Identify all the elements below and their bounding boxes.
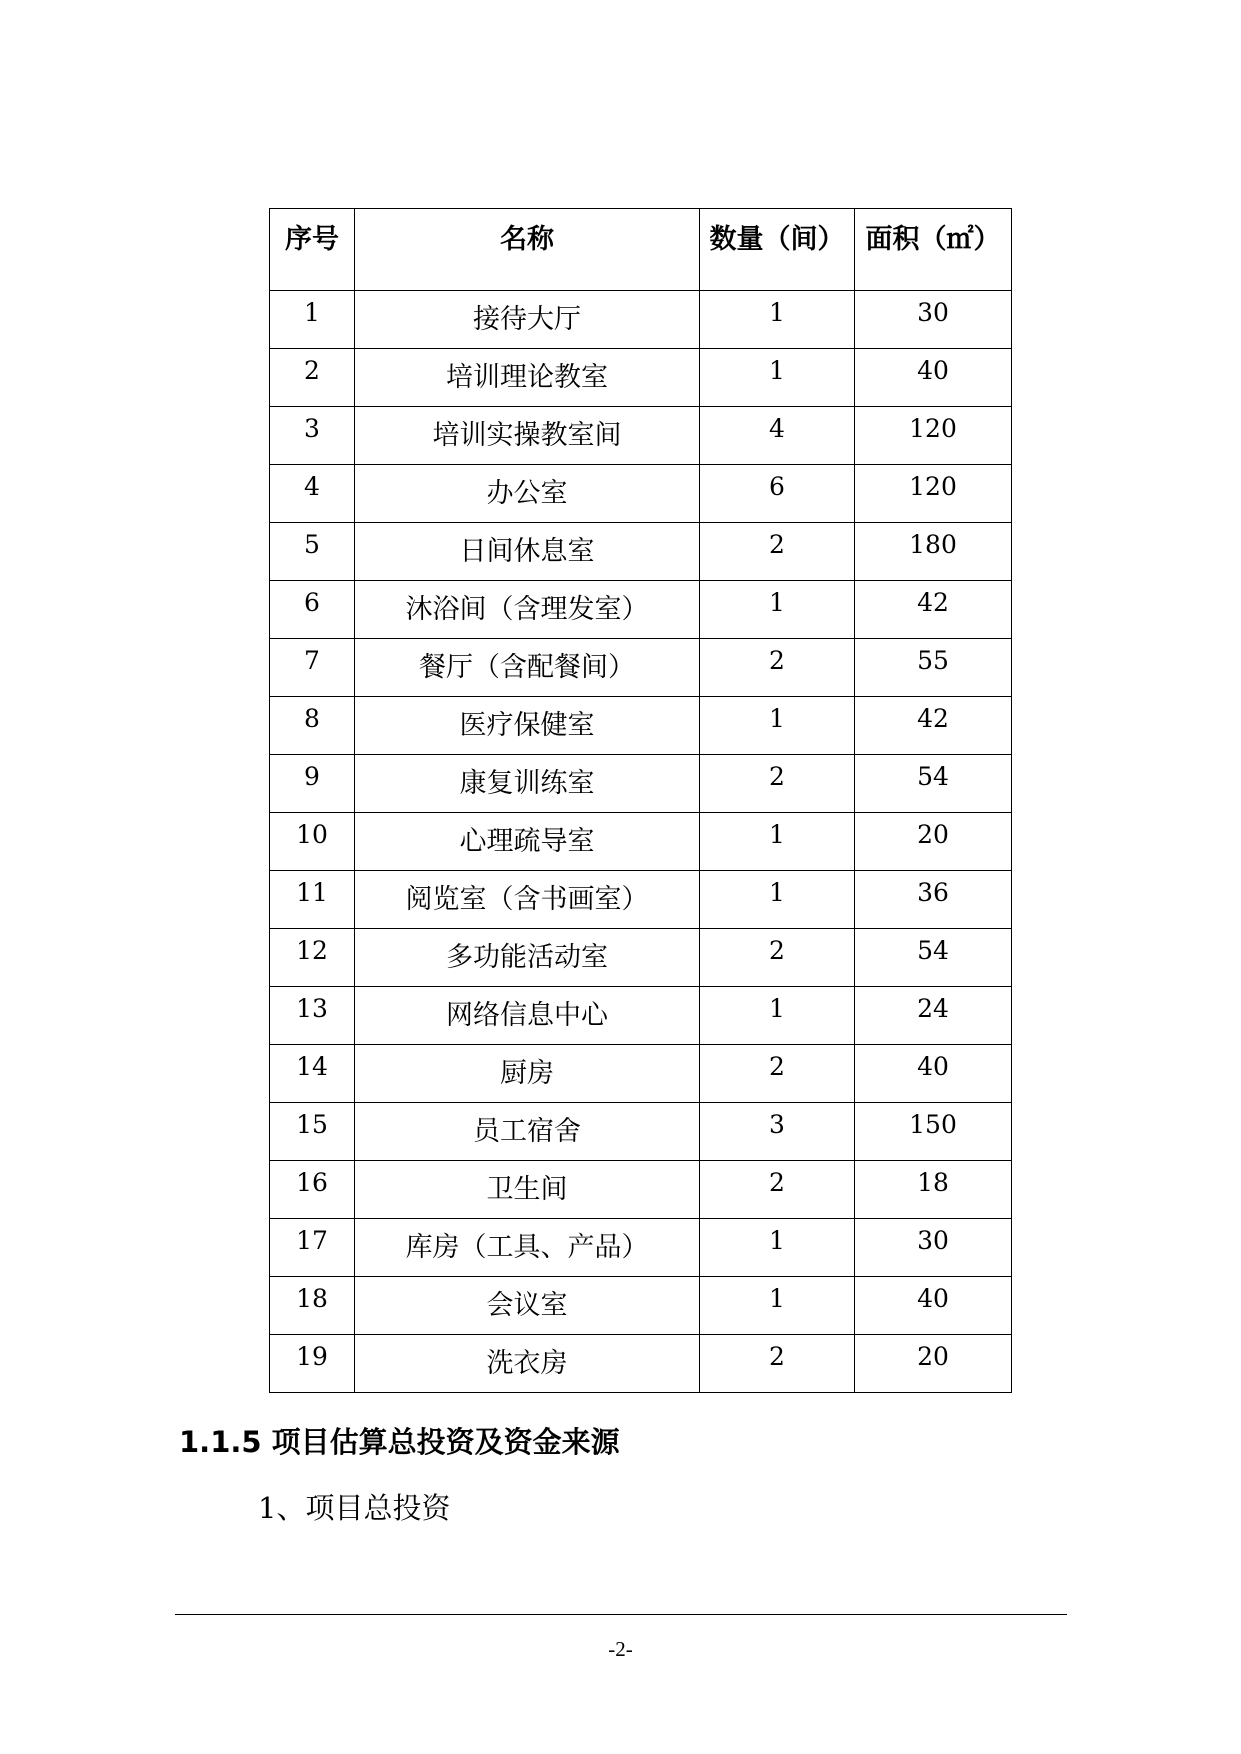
cell-name: 洗衣房 <box>486 1348 568 1379</box>
cell-count: 1 <box>769 356 785 385</box>
cell-name-cell <box>355 639 700 697</box>
cell-no-cell <box>270 755 355 813</box>
cell-area: 40 <box>917 1284 949 1313</box>
cell-count-cell <box>700 755 855 813</box>
cell-name-cell <box>355 349 700 407</box>
cell-name: 培训理论教室 <box>446 362 608 393</box>
cell-area-cell <box>855 1103 1012 1161</box>
cell-count-cell <box>700 1161 855 1219</box>
cell-name-cell <box>355 929 700 987</box>
cell-name: 沐浴间（含理发室） <box>405 594 649 625</box>
cell-no: 17 <box>296 1226 328 1255</box>
cell-name: 会议室 <box>486 1290 568 1321</box>
cell-count: 1 <box>769 704 785 733</box>
table-body <box>270 291 1012 1393</box>
cell-no-cell <box>270 1335 355 1393</box>
cell-count-cell <box>700 697 855 755</box>
cell-count-cell <box>700 291 855 349</box>
cell-no: 10 <box>296 820 328 849</box>
header-count: 数量（间） <box>700 209 855 291</box>
cell-area: 20 <box>917 1342 949 1371</box>
room-table <box>269 208 1012 1393</box>
cell-no: 19 <box>296 1342 328 1371</box>
table-row <box>270 407 1012 465</box>
cell-area-cell <box>855 1161 1012 1219</box>
header-no: 序号 <box>270 209 355 291</box>
cell-name-cell <box>355 581 700 639</box>
cell-area-cell <box>855 1277 1012 1335</box>
header-area: 面积（㎡） <box>855 209 1012 291</box>
cell-count-cell <box>700 1277 855 1335</box>
cell-area-cell <box>855 1219 1012 1277</box>
table-row <box>270 929 1012 987</box>
cell-area: 54 <box>917 936 949 965</box>
table-row <box>270 1045 1012 1103</box>
cell-area: 42 <box>917 588 949 617</box>
cell-name-cell <box>355 523 700 581</box>
cell-count: 1 <box>769 298 785 327</box>
table-row <box>270 639 1012 697</box>
cell-name-cell <box>355 407 700 465</box>
cell-no: 7 <box>304 646 320 675</box>
cell-count: 1 <box>769 878 785 907</box>
cell-area-cell <box>855 407 1012 465</box>
cell-name: 卫生间 <box>486 1174 568 1205</box>
table-row <box>270 813 1012 871</box>
cell-no: 12 <box>296 936 328 965</box>
cell-name-cell <box>355 813 700 871</box>
cell-count-cell <box>700 523 855 581</box>
cell-no: 9 <box>304 762 320 791</box>
cell-no-cell <box>270 349 355 407</box>
cell-count-cell <box>700 407 855 465</box>
cell-no-cell <box>270 291 355 349</box>
cell-name-cell <box>355 871 700 929</box>
cell-no: 6 <box>304 588 320 617</box>
cell-name: 库房（工具、产品） <box>405 1232 649 1263</box>
cell-count-cell <box>700 1219 855 1277</box>
footer-divider <box>175 1614 1067 1615</box>
cell-count: 2 <box>769 1168 785 1197</box>
cell-area: 36 <box>917 878 949 907</box>
cell-no: 8 <box>304 704 320 733</box>
cell-no: 4 <box>304 472 320 501</box>
cell-no: 14 <box>296 1052 328 1081</box>
cell-name: 厨房 <box>500 1058 554 1089</box>
table-row <box>270 291 1012 349</box>
cell-area-cell <box>855 291 1012 349</box>
cell-count-cell <box>700 1103 855 1161</box>
section-subheading: 1、项目总投资 <box>258 1491 451 1525</box>
cell-no-cell <box>270 1045 355 1103</box>
cell-count: 2 <box>769 530 785 559</box>
cell-name-cell <box>355 465 700 523</box>
cell-count: 6 <box>769 472 785 501</box>
table-row <box>270 523 1012 581</box>
cell-no: 3 <box>304 414 320 443</box>
cell-no-cell <box>270 639 355 697</box>
cell-area-cell <box>855 871 1012 929</box>
header-row <box>270 209 1012 291</box>
cell-no-cell <box>270 1219 355 1277</box>
table-row <box>270 581 1012 639</box>
cell-name: 日间休息室 <box>459 536 595 567</box>
cell-count-cell <box>700 465 855 523</box>
table-row <box>270 1161 1012 1219</box>
table-row <box>270 755 1012 813</box>
table-row <box>270 465 1012 523</box>
cell-count: 1 <box>769 820 785 849</box>
table-row <box>270 1103 1012 1161</box>
cell-name: 员工宿舍 <box>473 1116 581 1147</box>
cell-no: 2 <box>304 356 320 385</box>
cell-no-cell <box>270 1277 355 1335</box>
cell-name: 网络信息中心 <box>446 1000 608 1031</box>
cell-count-cell <box>700 581 855 639</box>
cell-area: 40 <box>917 1052 949 1081</box>
cell-name-cell <box>355 1103 700 1161</box>
cell-area: 120 <box>909 472 957 501</box>
cell-area-cell <box>855 1045 1012 1103</box>
cell-count: 2 <box>769 936 785 965</box>
cell-area: 20 <box>917 820 949 849</box>
cell-count: 2 <box>769 1052 785 1081</box>
cell-name-cell <box>355 1219 700 1277</box>
cell-count: 2 <box>769 1342 785 1371</box>
cell-area-cell <box>855 929 1012 987</box>
cell-area-cell <box>855 581 1012 639</box>
cell-name-cell <box>355 1277 700 1335</box>
cell-name-cell <box>355 291 700 349</box>
cell-no: 1 <box>304 298 320 327</box>
cell-area: 30 <box>917 1226 949 1255</box>
cell-name-cell <box>355 1335 700 1393</box>
cell-count: 1 <box>769 1226 785 1255</box>
cell-name: 培训实操教室间 <box>432 420 622 451</box>
cell-name: 接待大厅 <box>473 304 581 335</box>
cell-no: 16 <box>296 1168 328 1197</box>
cell-count-cell <box>700 639 855 697</box>
cell-count: 1 <box>769 1284 785 1313</box>
cell-area-cell <box>855 755 1012 813</box>
cell-name: 餐厅（含配餐间） <box>419 652 635 683</box>
table-row <box>270 349 1012 407</box>
cell-no-cell <box>270 871 355 929</box>
cell-name-cell <box>355 697 700 755</box>
cell-area: 180 <box>909 530 957 559</box>
cell-no: 18 <box>296 1284 328 1313</box>
cell-no-cell <box>270 523 355 581</box>
cell-area: 42 <box>917 704 949 733</box>
cell-name-cell <box>355 755 700 813</box>
cell-count-cell <box>700 929 855 987</box>
table-row <box>270 1277 1012 1335</box>
cell-area-cell <box>855 987 1012 1045</box>
cell-name: 康复训练室 <box>459 768 595 799</box>
cell-no-cell <box>270 697 355 755</box>
cell-count: 2 <box>769 762 785 791</box>
table-row <box>270 697 1012 755</box>
cell-count: 2 <box>769 646 785 675</box>
cell-name: 医疗保健室 <box>459 710 595 741</box>
table-row <box>270 1219 1012 1277</box>
cell-count-cell <box>700 349 855 407</box>
cell-count-cell <box>700 871 855 929</box>
table-row <box>270 987 1012 1045</box>
cell-area: 30 <box>917 298 949 327</box>
cell-name: 阅览室（含书画室） <box>405 884 649 915</box>
cell-count: 1 <box>769 588 785 617</box>
cell-no-cell <box>270 1103 355 1161</box>
cell-area: 54 <box>917 762 949 791</box>
cell-area-cell <box>855 465 1012 523</box>
cell-area: 120 <box>909 414 957 443</box>
cell-no: 5 <box>304 530 320 559</box>
cell-area: 55 <box>917 646 949 675</box>
cell-count: 4 <box>769 414 785 443</box>
cell-no-cell <box>270 407 355 465</box>
cell-no-cell <box>270 813 355 871</box>
page-number: -2- <box>608 1637 633 1661</box>
cell-area-cell <box>855 813 1012 871</box>
cell-no-cell <box>270 465 355 523</box>
table-header <box>270 209 1012 291</box>
header-name: 名称 <box>355 209 700 291</box>
cell-no-cell <box>270 581 355 639</box>
cell-count-cell <box>700 987 855 1045</box>
cell-area: 150 <box>909 1110 957 1139</box>
cell-name: 多功能活动室 <box>446 942 608 973</box>
table-row <box>270 1335 1012 1393</box>
cell-area-cell <box>855 523 1012 581</box>
cell-count-cell <box>700 1045 855 1103</box>
cell-area-cell <box>855 697 1012 755</box>
cell-name-cell <box>355 1161 700 1219</box>
table-row <box>270 871 1012 929</box>
section-heading: 1.1.5 项目估算总投资及资金来源 <box>179 1425 620 1459</box>
cell-area-cell <box>855 1335 1012 1393</box>
cell-area: 24 <box>917 994 949 1023</box>
cell-no-cell <box>270 929 355 987</box>
cell-no: 13 <box>296 994 328 1023</box>
cell-count: 3 <box>769 1110 785 1139</box>
cell-name-cell <box>355 1045 700 1103</box>
cell-name: 办公室 <box>486 478 568 509</box>
cell-no: 11 <box>296 878 328 907</box>
cell-area-cell <box>855 349 1012 407</box>
cell-area: 18 <box>917 1168 949 1197</box>
cell-name: 心理疏导室 <box>459 826 595 857</box>
cell-area: 40 <box>917 356 949 385</box>
cell-count: 1 <box>769 994 785 1023</box>
cell-count-cell <box>700 1335 855 1393</box>
cell-name-cell <box>355 987 700 1045</box>
cell-count-cell <box>700 813 855 871</box>
cell-no: 15 <box>296 1110 328 1139</box>
cell-no-cell <box>270 1161 355 1219</box>
cell-area-cell <box>855 639 1012 697</box>
cell-no-cell <box>270 987 355 1045</box>
